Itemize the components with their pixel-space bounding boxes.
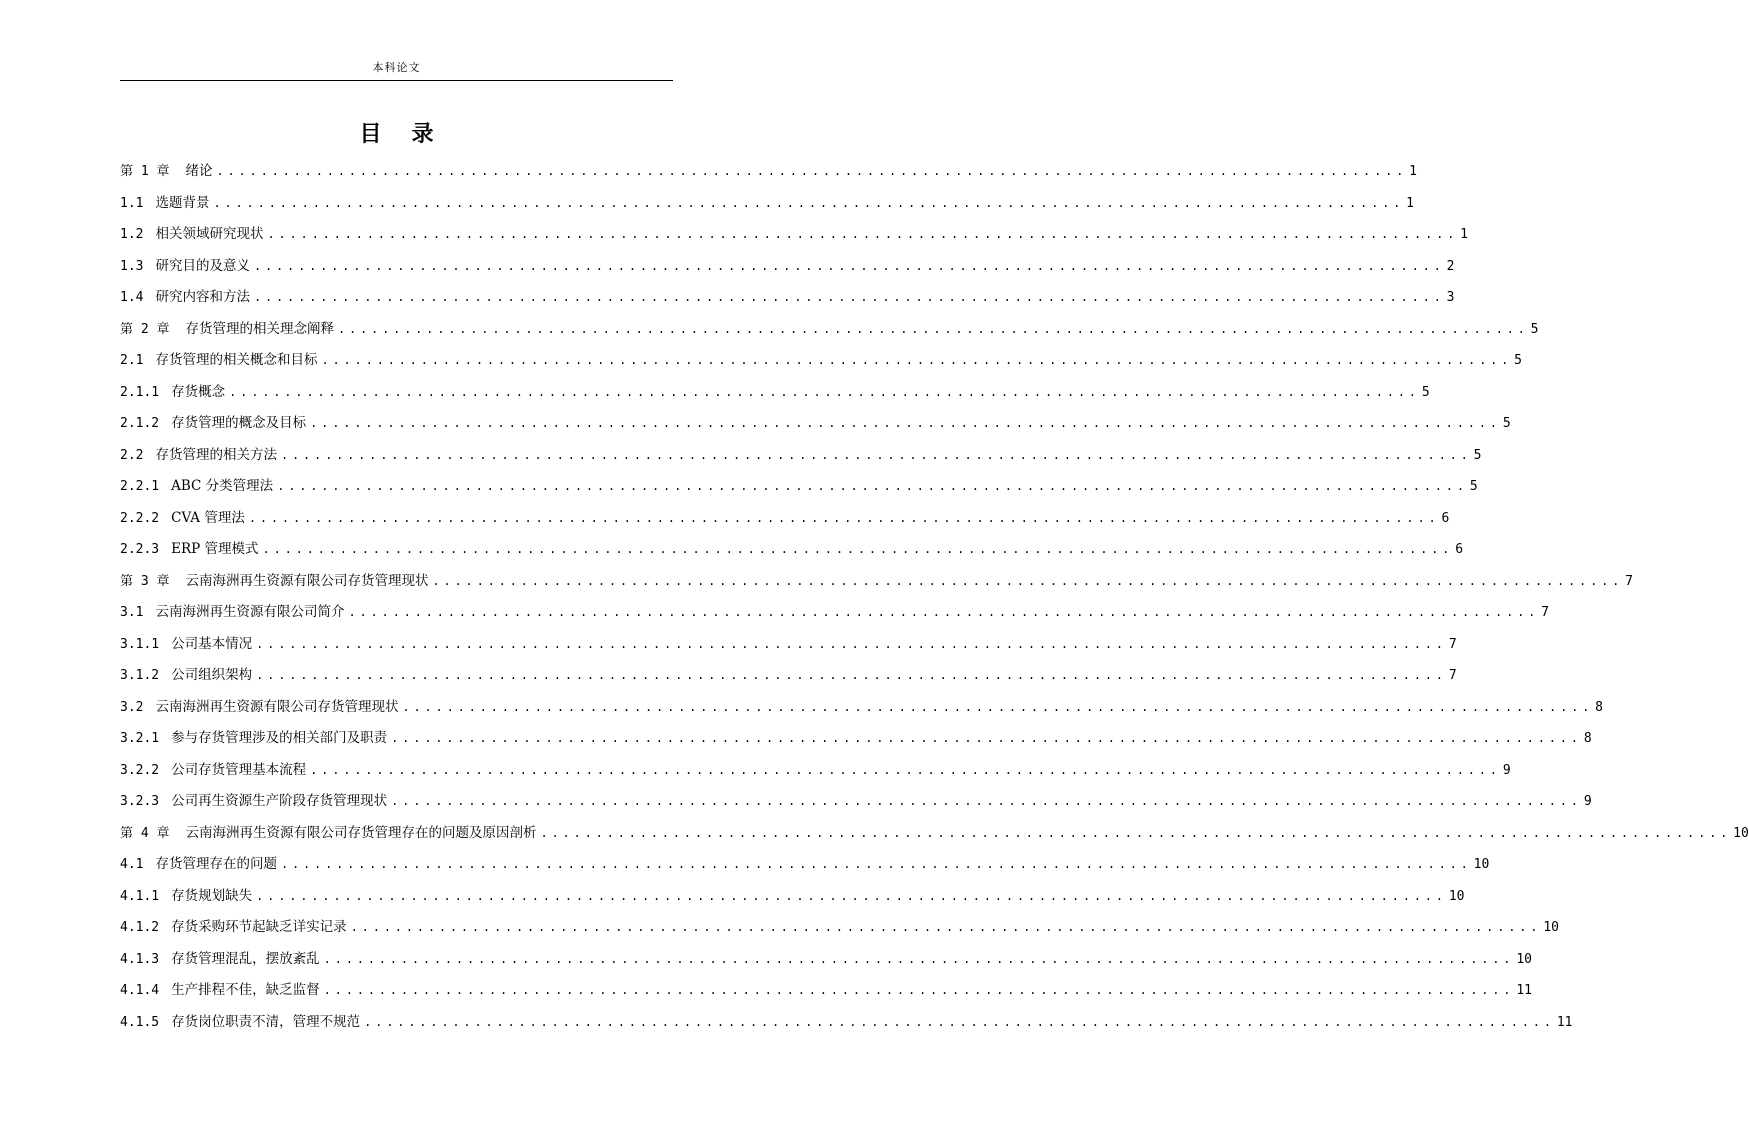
toc-entry-label: 公司组织架构 (171, 667, 253, 683)
table-of-contents (120, 156, 1749, 1038)
toc-entry-label: 存货管理的相关概念和目标 (155, 352, 318, 368)
toc-entry-label: 云南海洲再生资源有限公司简介 (155, 604, 345, 620)
toc-dot-leader: ............................................................................................................ (540, 825, 1732, 840)
toc-entry[interactable] (120, 503, 1450, 535)
toc-entry-number: 第 4 章 (120, 825, 170, 841)
toc-dot-leader: ............................................................................................................ (216, 164, 1408, 178)
toc-entry[interactable] (120, 629, 1457, 661)
toc-entry-page: 5 (1502, 416, 1511, 431)
toc-dot-leader: ............................................................................................................ (229, 384, 1420, 399)
toc-entry-label: ABC 分类管理法 (171, 478, 274, 494)
toc-entry-chapter[interactable] (120, 566, 1633, 598)
toc-dot-leader: ............................................................................................................ (323, 983, 1515, 997)
toc-entry-label: 研究内容和方法 (155, 289, 250, 305)
toc-entry-label: 生产排程不佳，缺乏监督 (171, 982, 320, 998)
toc-entry-label: 存货管理混乱，摆放紊乱 (171, 950, 320, 967)
running-header: 本科论文 (372, 61, 421, 74)
toc-entry-page: 7 (1541, 605, 1549, 620)
toc-entry-label: 相关领域研究现状 (155, 226, 264, 242)
toc-entry-number: 4.1.5 (120, 1014, 160, 1030)
toc-entry[interactable] (120, 345, 1522, 377)
toc-entry[interactable] (120, 975, 1532, 1007)
toc-entry-number: 4.1.3 (120, 951, 160, 967)
toc-entry-label: 公司再生资源生产阶段存货管理现状 (171, 793, 388, 809)
toc-entry-number: 2.1.2 (120, 416, 160, 431)
toc-entry[interactable] (120, 188, 1414, 220)
toc-entry-number: 1.4 (120, 290, 144, 305)
toc-entry[interactable] (120, 471, 1478, 503)
toc-dot-leader: ............................................................................................................ (348, 605, 1540, 619)
toc-entry[interactable] (120, 912, 1559, 944)
toc-entry-number: 3.2 (120, 699, 144, 715)
toc-entry-label: 存货管理的概念及目标 (171, 415, 307, 431)
toc-entry[interactable] (120, 786, 1592, 818)
toc-entry-number: 3.2.1 (120, 731, 160, 746)
toc-dot-leader: ............................................................................................................ (248, 510, 1440, 525)
toc-dot-leader: ............................................................................................................ (364, 1014, 1555, 1029)
toc-entry-chapter[interactable] (120, 314, 1539, 346)
toc-entry-page: 5 (1514, 353, 1522, 368)
toc-entry-label: 参与存货管理涉及的相关部门及职责 (171, 730, 388, 746)
toc-entry-label: 云南海洲再生资源有限公司存货管理现状 (155, 698, 399, 715)
toc-entry-page: 6 (1455, 542, 1464, 557)
toc-entry-number: 1.3 (120, 258, 144, 274)
toc-dot-leader: ............................................................................................................ (432, 573, 1624, 588)
toc-entry[interactable] (120, 377, 1430, 409)
toc-entry-page: 10 (1543, 920, 1559, 935)
toc-entry-label: 存货岗位职责不清，管理不规范 (171, 1013, 361, 1030)
toc-entry-number: 1.2 (120, 227, 144, 242)
toc-entry-number: 2.1.1 (120, 384, 160, 400)
toc-dot-leader: ............................................................................................................ (391, 731, 1582, 745)
toc-entry-page: 7 (1448, 636, 1457, 652)
toc-entry[interactable] (120, 660, 1457, 692)
toc-entry[interactable] (120, 1007, 1573, 1039)
toc-entry-page: 7 (1625, 573, 1633, 589)
toc-entry-page: 1 (1406, 195, 1414, 211)
toc-entry-number: 4.1.1 (120, 888, 160, 904)
toc-entry-page: 8 (1595, 699, 1603, 715)
toc-entry[interactable] (120, 251, 1455, 283)
toc-entry-number: 第 1 章 (120, 164, 170, 179)
toc-entry-page: 9 (1583, 794, 1592, 809)
toc-dot-leader: ............................................................................................................ (280, 857, 1472, 871)
toc-entry-page: 9 (1502, 762, 1511, 778)
toc-entry-number: 第 3 章 (120, 573, 170, 589)
toc-entry[interactable] (120, 440, 1482, 472)
toc-entry[interactable] (120, 881, 1465, 913)
toc-entry-label: 研究目的及意义 (155, 257, 250, 274)
toc-entry-page: 3 (1446, 290, 1455, 305)
toc-dot-leader: ............................................................................................................ (256, 668, 1447, 682)
toc-entry-page: 6 (1441, 510, 1450, 526)
toc-entry-number: 2.2.1 (120, 479, 160, 494)
toc-entry-label: 云南海洲再生资源有限公司存货管理存在的问题及原因剖析 (185, 824, 537, 841)
toc-entry-label: 存货管理的相关方法 (155, 446, 277, 463)
toc-entry[interactable] (120, 597, 1549, 629)
toc-entry-page: 5 (1469, 479, 1478, 494)
toc-entry[interactable] (120, 282, 1455, 314)
toc-dot-leader: ............................................................................................................ (253, 290, 1445, 304)
toc-entry[interactable] (120, 692, 1603, 724)
toc-entry-page: 5 (1530, 321, 1539, 337)
toc-entry-number: 1.1 (120, 195, 144, 211)
toc-entry[interactable] (120, 723, 1592, 755)
toc-dot-leader: ............................................................................................................ (256, 636, 1447, 651)
toc-entry-page: 5 (1421, 384, 1430, 400)
toc-entry-page: 1 (1409, 164, 1417, 179)
toc-entry-label: 公司基本情况 (171, 635, 253, 652)
toc-entry-page: 10 (1448, 888, 1465, 904)
toc-entry-label: 公司存货管理基本流程 (171, 761, 307, 778)
toc-entry-number: 3.1.2 (120, 668, 160, 683)
toc-dot-leader: ............................................................................................................ (337, 321, 1529, 336)
toc-dot-leader: ............................................................................................................ (323, 951, 1515, 966)
toc-dot-leader: ............................................................................................................ (277, 479, 1468, 493)
toc-entry-label: CVA 管理法 (171, 509, 245, 526)
toc-entry-number: 2.2.3 (120, 542, 160, 557)
toc-dot-leader: ............................................................................................................ (321, 353, 1513, 367)
toc-entry-number: 2.2.2 (120, 510, 160, 526)
toc-entry[interactable] (120, 944, 1532, 976)
toc-entry-label: 存货采购环节起缺乏详实记录 (171, 919, 347, 935)
toc-entry-page: 10 (1473, 857, 1490, 872)
toc-entry-number: 2.1 (120, 353, 144, 368)
toc-entry-label: ERP 管理模式 (171, 541, 259, 557)
toc-dot-leader: ............................................................................................................ (256, 888, 1447, 903)
toc-dot-leader: ............................................................................................................ (267, 227, 1459, 241)
toc-entry-page: 1 (1460, 227, 1468, 242)
toc-entry-label: 存货概念 (171, 383, 226, 400)
toc-entry-chapter[interactable] (120, 156, 1417, 188)
toc-entry-page: 10 (1516, 951, 1532, 967)
toc-entry-number: 3.1 (120, 605, 144, 620)
toc-entry-page: 8 (1583, 731, 1592, 746)
toc-entry-label: 存货管理的相关理念阐释 (185, 320, 334, 337)
toc-entry-number: 4.1.4 (120, 983, 160, 998)
toc-entry-number: 3.2.2 (120, 762, 160, 778)
toc-dot-leader: ............................................................................................................ (213, 195, 1405, 210)
toc-entry-page: 11 (1516, 983, 1532, 998)
toc-entry-chapter[interactable] (120, 818, 1749, 850)
toc-entry-page: 10 (1733, 825, 1749, 841)
toc-entry[interactable] (120, 219, 1468, 251)
toc-entry[interactable] (120, 408, 1511, 440)
toc-entry[interactable] (120, 534, 1464, 566)
toc-entry-label: 选题背景 (155, 194, 210, 211)
toc-entry-label: 云南海洲再生资源有限公司存货管理现状 (185, 572, 429, 589)
header-divider (120, 80, 673, 81)
toc-dot-leader: ............................................................................................................ (391, 794, 1582, 808)
toc-dot-leader: ............................................................................................................ (310, 762, 1501, 777)
toc-entry-number: 第 2 章 (120, 321, 170, 337)
toc-dot-leader: ............................................................................................................ (280, 447, 1472, 462)
toc-entry-page: 11 (1556, 1014, 1573, 1030)
toc-dot-leader: ............................................................................................................ (310, 416, 1501, 430)
toc-dot-leader: ............................................................................................................ (402, 699, 1594, 714)
toc-entry-number: 4.1 (120, 857, 144, 872)
toc-entry-number: 4.1.2 (120, 920, 160, 935)
toc-entry-label: 绪论 (185, 163, 213, 179)
toc-entry-label: 存货管理存在的问题 (155, 856, 277, 872)
toc-dot-leader: ............................................................................................................ (262, 542, 1454, 556)
toc-entry-label: 存货规划缺失 (171, 887, 253, 904)
toc-entry-page: 7 (1448, 668, 1457, 683)
toc-entry-number: 3.1.1 (120, 636, 160, 652)
toc-entry[interactable] (120, 755, 1511, 787)
toc-entry[interactable] (120, 849, 1490, 881)
toc-dot-leader: ............................................................................................................ (350, 920, 1542, 934)
toc-entry-page: 5 (1473, 447, 1482, 463)
toc-title: 目录 (359, 121, 464, 147)
toc-dot-leader: ............................................................................................................ (253, 258, 1445, 273)
toc-entry-number: 3.2.3 (120, 794, 160, 809)
toc-entry-number: 2.2 (120, 447, 144, 463)
toc-entry-page: 2 (1446, 258, 1455, 274)
